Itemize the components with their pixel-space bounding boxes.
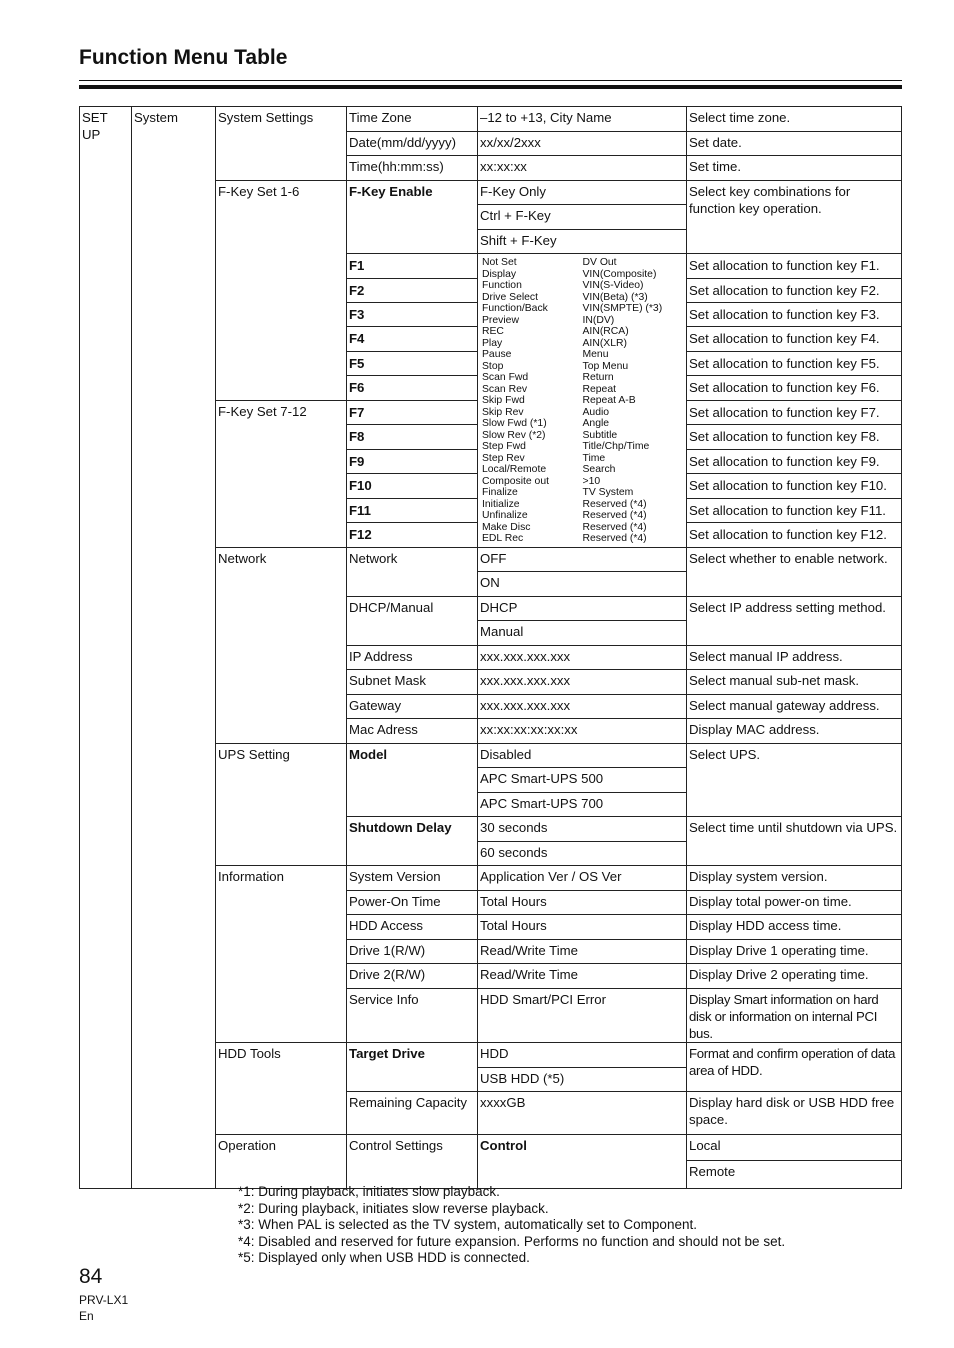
desc-time-zone: Select time zone. — [687, 107, 902, 132]
fkey-options-right — [583, 257, 684, 545]
fkey-option: TV System — [582, 487, 634, 498]
fkey-option: VIN(SMPTE) (*3) — [582, 303, 663, 314]
fkey-option: Play — [482, 337, 503, 349]
fkey-option: Local/Remote — [482, 464, 547, 475]
submenu-fkey-set-7-12: F-Key Set 7-12 — [216, 401, 347, 548]
footnote-1: *1: During playback, initiates slow playback. — [238, 1184, 500, 1199]
footnote-3: *3: When PAL is selected as the TV system, automatically set to Component. — [238, 1217, 697, 1233]
item-hdd-access: HDD Access — [347, 915, 478, 940]
item-f1: F1 — [347, 254, 478, 279]
submenu-information: Information — [216, 866, 347, 1043]
fkey-option: Audio — [582, 406, 610, 418]
value-hdd-access: Total Hours — [478, 915, 687, 940]
fkey-option: Function/Back — [482, 303, 548, 314]
item-fkey-enable: F-Key Enable — [347, 181, 478, 254]
desc-power-on-time: Display total power-on time. — [687, 891, 902, 915]
item-f7: F7 — [347, 401, 478, 425]
item-remaining-capacity: Remaining Capacity — [347, 1092, 478, 1135]
fkey-option: Skip Rev — [482, 406, 524, 418]
value-remaining-capacity: xxxxGB — [478, 1092, 687, 1135]
fkey-option: EDL Rec — [482, 533, 524, 544]
value-time-zone: –12 to +13, City Name — [478, 107, 687, 132]
submenu-system-settings: System Settings — [216, 107, 347, 181]
item-f9: F9 — [347, 450, 478, 474]
fkey-option: DV Out — [582, 257, 617, 268]
fkey-option: AIN(RCA) — [582, 326, 629, 337]
page-number: 84 — [79, 1265, 103, 1288]
fkey-option: Scan Fwd — [482, 372, 529, 383]
desc-model: Select UPS. — [687, 744, 902, 817]
fkey-option: Return — [582, 372, 614, 383]
fkey-option: Initialize — [482, 498, 520, 510]
fkey-option: Slow Rev (*2) — [482, 429, 546, 441]
desc-ip-address: Select manual IP address. — [687, 646, 902, 670]
fkey-option: Pause — [482, 349, 512, 360]
fkey-option: Reserved (*4) — [582, 510, 647, 521]
page-title: Function Menu Table — [79, 46, 288, 69]
desc-f11: Set allocation to function key F11. — [687, 499, 902, 523]
title-rule-thick — [79, 85, 902, 89]
item-date: Date(mm/dd/yyyy) — [347, 132, 478, 156]
footnote-2: *2: During playback, initiates slow reverse playback. — [238, 1200, 549, 1216]
fkey-option: Subtitle — [582, 429, 618, 441]
fkey-option: >10 — [582, 475, 601, 487]
item-f10: F10 — [347, 474, 478, 499]
fkey-option: Step Fwd — [482, 441, 526, 452]
desc-gateway: Select manual gateway address. — [687, 695, 902, 719]
value-service-info: HDD Smart/PCI Error — [478, 989, 687, 1043]
value-hdd: HDD — [478, 1043, 687, 1068]
desc-f6: Set allocation to function key F6. — [687, 376, 902, 401]
fkey-option: Skip Fwd — [482, 395, 525, 406]
desc-drive-1: Display Drive 1 operating time. — [687, 940, 902, 964]
fkey-option: Make Disc — [482, 521, 531, 533]
value-fkey-only: F-Key Only — [478, 181, 687, 205]
desc-mac-address: Display MAC address. — [687, 719, 902, 744]
value-network-on: ON — [478, 572, 687, 597]
desc-drive-2: Display Drive 2 operating time. — [687, 964, 902, 989]
fkey-option: Preview — [482, 314, 519, 326]
value-remote: Remote — [687, 1160, 902, 1188]
desc-remaining-capacity: Display hard disk or USB HDD free space. — [687, 1092, 902, 1135]
fkey-option: Reserved (*4) — [582, 533, 647, 544]
item-f3: F3 — [347, 303, 478, 327]
fkey-option: Finalize — [482, 487, 518, 498]
submenu-fkey-set-1-6: F-Key Set 1-6 — [216, 181, 347, 401]
menu-setup: SET UP — [80, 107, 132, 1189]
item-service-info: Service Info — [347, 989, 478, 1043]
item-shutdown-delay: Shutdown Delay — [347, 817, 478, 866]
fkey-option: Top Menu — [582, 360, 629, 372]
desc-f12: Set allocation to function key F12. — [687, 523, 902, 548]
value-power-on-time: Total Hours — [478, 891, 687, 915]
desc-f3: Set allocation to function key F3. — [687, 303, 902, 327]
title-rule-thin — [79, 80, 902, 81]
model-name: PRV-LX1 — [79, 1293, 129, 1307]
value-drive-1: Read/Write Time — [478, 940, 687, 964]
desc-shutdown-delay: Select time until shutdown via UPS. — [687, 817, 902, 866]
value-30-seconds: 30 seconds — [478, 817, 687, 842]
item-f12: F12 — [347, 523, 478, 548]
fkey-option: Angle — [582, 418, 610, 429]
item-mac-address: Mac Adress — [347, 719, 478, 744]
value-date: xx/xx/2xxx — [478, 132, 687, 156]
item-ip-address: IP Address — [347, 646, 478, 670]
item-control: Control — [478, 1135, 687, 1189]
menu-operation: Operation — [216, 1135, 347, 1189]
fkey-option: VIN(Composite) — [582, 268, 657, 280]
fkey-option: Not Set — [482, 257, 517, 268]
desc-f4: Set allocation to function key F4. — [687, 327, 902, 352]
item-f6: F6 — [347, 376, 478, 401]
value-60-seconds: 60 seconds — [478, 842, 687, 866]
submenu-ups-setting: UPS Setting — [216, 744, 347, 866]
fkey-option: Unfinalize — [482, 510, 528, 521]
function-menu-table — [79, 106, 902, 1189]
desc-time: Set time. — [687, 156, 902, 181]
fkey-option: Scan Rev — [482, 383, 528, 395]
item-model: Model — [347, 744, 478, 817]
item-time: Time(hh:mm:ss) — [347, 156, 478, 181]
desc-date: Set date. — [687, 132, 902, 156]
item-f5: F5 — [347, 352, 478, 376]
item-power-on-time: Power-On Time — [347, 891, 478, 915]
fkey-option: VIN(Beta) (*3) — [582, 291, 648, 303]
fkey-option: Menu — [582, 349, 609, 360]
value-dhcp: DHCP — [478, 597, 687, 621]
desc-f10: Set allocation to function key F10. — [687, 474, 902, 499]
item-f4: F4 — [347, 327, 478, 352]
footnotes — [238, 1184, 785, 1267]
desc-network: Select whether to enable network. — [687, 548, 902, 597]
item-drive-2: Drive 2(R/W) — [347, 964, 478, 989]
value-subnet-mask: xxx.xxx.xxx.xxx — [478, 670, 687, 695]
item-f8: F8 — [347, 425, 478, 450]
value-drive-2: Read/Write Time — [478, 964, 687, 989]
desc-f5: Set allocation to function key F5. — [687, 352, 902, 376]
item-drive-1: Drive 1(R/W) — [347, 940, 478, 964]
footnote-4: *4: Disabled and reserved for future expansion. Performs no function and should not be set. — [238, 1233, 786, 1249]
fkey-option: Reserved (*4) — [582, 521, 647, 533]
item-subnet-mask: Subnet Mask — [347, 670, 478, 695]
desc-dhcp-manual: Select IP address setting method. — [687, 597, 902, 646]
desc-service-info: Display Smart information on hard disk or information on internal PCI bus. — [687, 989, 902, 1043]
value-system-version: Application Ver / OS Ver — [478, 866, 687, 891]
fkey-option: Composite out — [482, 475, 549, 487]
value-local: Local — [687, 1135, 902, 1161]
desc-f1: Set allocation to function key F1. — [687, 254, 902, 279]
item-network: Network — [347, 548, 478, 597]
desc-system-version: Display system version. — [687, 866, 902, 891]
footnote-5: *5: Displayed only when USB HDD is connected. — [238, 1250, 530, 1266]
menu-system: System — [132, 107, 216, 1189]
fkey-options-list — [478, 254, 687, 548]
desc-hdd-access: Display HDD access time. — [687, 915, 902, 940]
desc-target-drive: Format and confirm operation of data area of HDD. — [687, 1043, 902, 1092]
value-gateway: xxx.xxx.xxx.xxx — [478, 695, 687, 719]
fkey-option: Step Rev — [482, 452, 525, 464]
value-ctrl-fkey: Ctrl + F-Key — [478, 205, 687, 230]
value-manual: Manual — [478, 621, 687, 646]
language-code: En — [79, 1309, 94, 1323]
desc-subnet-mask: Select manual sub-net mask. — [687, 670, 902, 695]
fkey-option: Drive Select — [482, 291, 539, 303]
value-ups-500: APC Smart-UPS 500 — [478, 768, 687, 793]
fkey-option: Time — [582, 452, 606, 464]
item-system-version: System Version — [347, 866, 478, 891]
desc-f8: Set allocation to function key F8. — [687, 425, 902, 450]
value-shift-fkey: Shift + F-Key — [478, 230, 687, 254]
fkey-option: Reserved (*4) — [582, 498, 647, 510]
item-f11: F11 — [347, 499, 478, 523]
fkey-option: Search — [582, 464, 616, 475]
fkey-option: Slow Fwd (*1) — [482, 418, 547, 429]
fkey-option: REC — [482, 326, 504, 337]
submenu-hdd-tools: HDD Tools — [216, 1043, 347, 1135]
fkey-option: Stop — [482, 360, 504, 372]
value-network-off: OFF — [478, 548, 687, 572]
item-time-zone: Time Zone — [347, 107, 478, 132]
desc-f7: Set allocation to function key F7. — [687, 401, 902, 425]
item-dhcp-manual: DHCP/Manual — [347, 597, 478, 646]
fkey-option: Repeat — [582, 383, 617, 395]
fkey-option: AIN(XLR) — [582, 337, 627, 349]
item-f2: F2 — [347, 279, 478, 303]
fkey-option: Display — [482, 268, 517, 280]
value-ups-700: APC Smart-UPS 700 — [478, 793, 687, 817]
value-mac-address: xx:xx:xx:xx:xx:xx — [478, 719, 687, 744]
fkey-options-left — [482, 257, 583, 545]
submenu-network: Network — [216, 548, 347, 744]
fkey-option: Repeat A-B — [582, 395, 636, 406]
submenu-control-settings: Control Settings — [347, 1135, 478, 1189]
desc-f9: Set allocation to function key F9. — [687, 450, 902, 474]
fkey-option: Function — [482, 280, 522, 291]
fkey-option: IN(DV) — [582, 314, 615, 326]
item-target-drive: Target Drive — [347, 1043, 478, 1092]
fkey-option: VIN(S-Video) — [582, 280, 644, 291]
value-ip-address: xxx.xxx.xxx.xxx — [478, 646, 687, 670]
fkey-option: Title/Chp/Time — [582, 441, 650, 452]
value-usb-hdd: USB HDD (*5) — [478, 1068, 687, 1092]
desc-fkey-enable: Select key combinations for function key operation. — [687, 181, 902, 254]
desc-f2: Set allocation to function key F2. — [687, 279, 902, 303]
value-ups-disabled: Disabled — [478, 744, 687, 768]
item-gateway: Gateway — [347, 695, 478, 719]
value-time: xx:xx:xx — [478, 156, 687, 181]
